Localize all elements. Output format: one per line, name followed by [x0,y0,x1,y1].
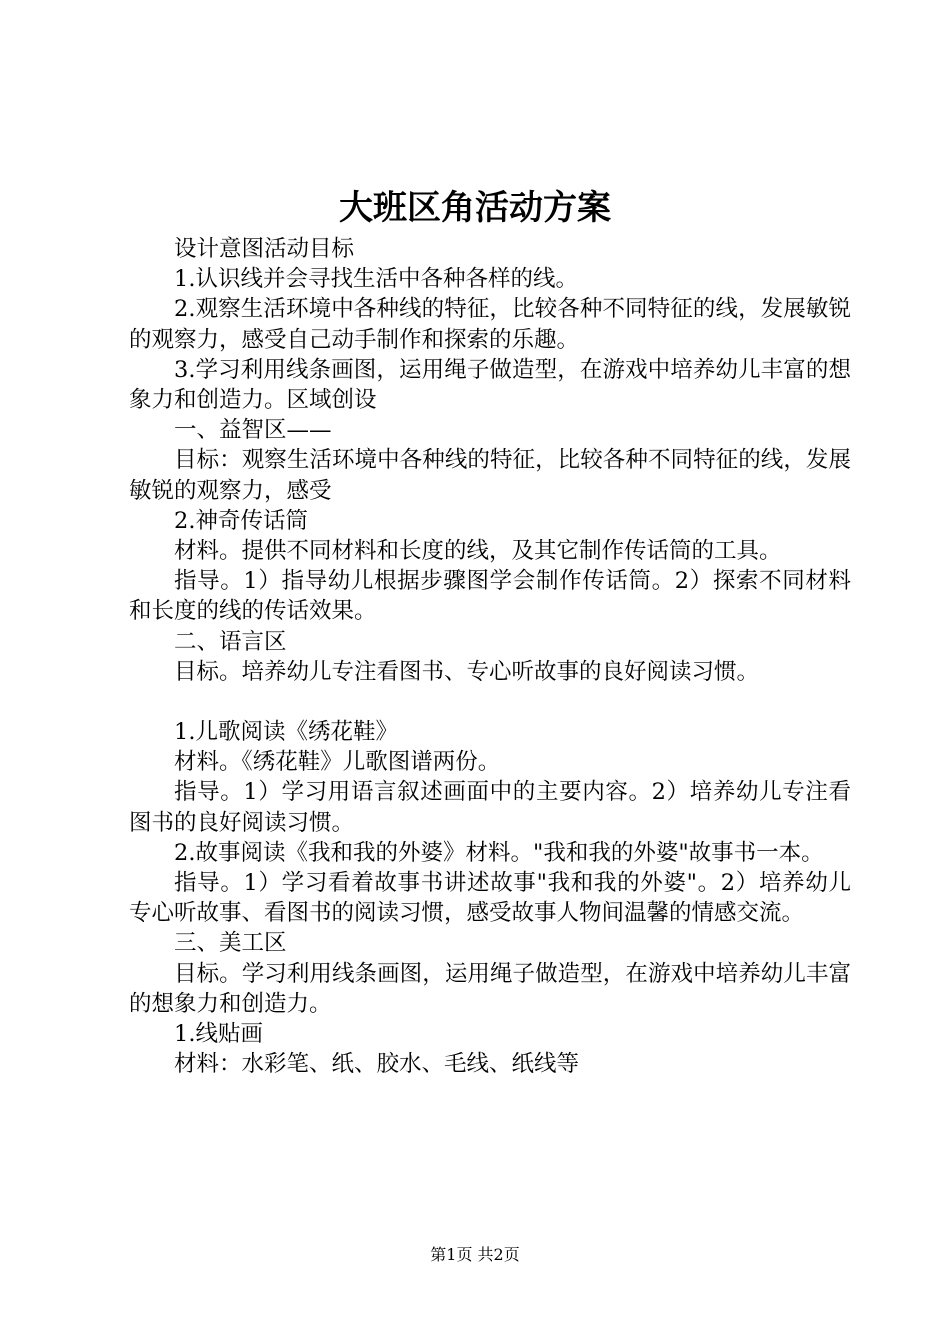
paragraph: 3.学习利用线条画图，运用绳子做造型，在游戏中培养幼儿丰富的想象力和创造力。区域创设 [129,356,851,414]
paragraph: 1.儿歌阅读《绣花鞋》 [174,719,398,746]
paragraph: 材料。《绣花鞋》儿歌图谱两份。 [174,749,501,776]
document-title: 大班区角活动方案 [339,188,611,228]
paragraph: 2.观察生活环境中各种线的特征，比较各种不同特征的线，发展敏锐的观察力，感受自己动手制作和探索的乐趣。 [129,296,851,353]
paragraph: 材料。提供不同材料和长度的线，及其它制作传话筒的工具。 [174,538,782,565]
paragraph: 指导。1）指导幼儿根据步骤图学会制作传话筒。2）探索不同材料和长度的线的传话效果。 [129,568,851,625]
paragraph: 1.线贴画 [174,1021,263,1048]
section-heading: 二、语言区 [174,628,287,655]
paragraph: 目标。学习利用线条画图，运用绳子做造型，在游戏中培养幼儿丰富的想象力和创造力。 [129,960,851,1017]
paragraph: 指导。1）学习看着故事书讲述故事"我和我的外婆"。2）培养幼儿专心听故事、看图书的阅读习惯，感受故事人物间温馨的情感交流。 [129,870,851,927]
paragraph: 设计意图活动目标 [174,236,355,262]
paragraph: 1.认识线并会寻找生活中各种各样的线。 [174,266,578,293]
section-heading: 一、益智区—— [174,417,332,444]
section-heading: 三、美工区 [174,930,287,957]
paragraph: 指导。1）学习用语言叙述画面中的主要内容。2）培养幼儿专注看图书的良好阅读习惯。 [129,779,851,836]
paragraph: 材料：水彩笔、纸、胶水、毛线、纸线等 [174,1051,580,1078]
page-footer: 第1页 共2页 [430,1245,520,1264]
paragraph: 2.神奇传话筒 [174,507,308,534]
paragraph: 目标：观察生活环境中各种线的特征，比较各种不同特征的线，发展敏锐的观察力，感受 [129,447,851,504]
document-body [129,234,851,1079]
paragraph: 2.故事阅读《我和我的外婆》材料。"我和我的外婆"故事书一本。 [174,839,824,866]
paragraph: 目标。培养幼儿专注看图书、专心听故事的良好阅读习惯。 [174,658,760,685]
